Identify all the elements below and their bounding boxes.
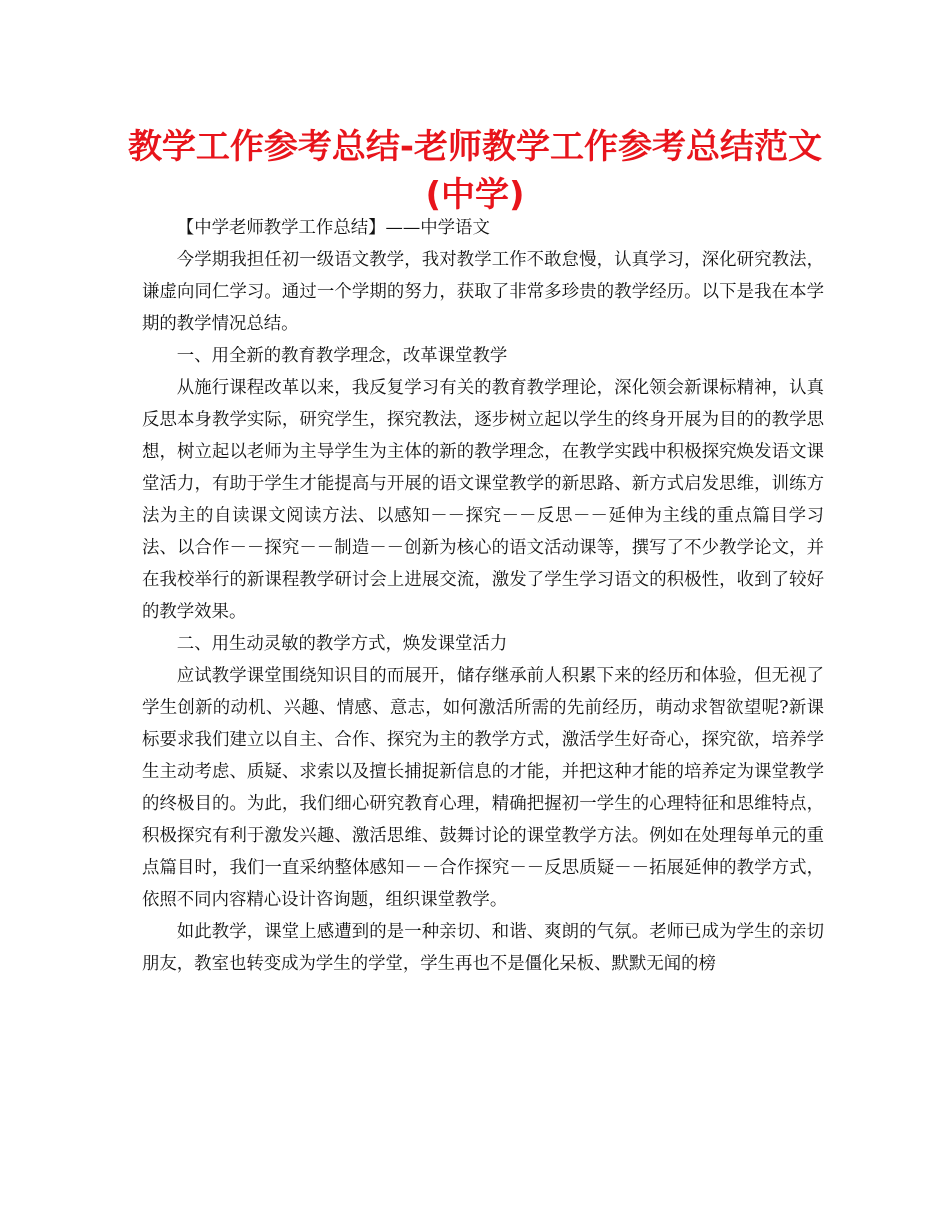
section-heading-1: 一、用全新的教育教学理念，改革课堂教学 xyxy=(176,346,508,366)
paragraph-section-1: 从施行课程改革以来，我反复学习有关的教育教学理论，深化领会新课标精神，认真反思本身教学实际，研究学生，探究教法，逐步树立起以学生的终身开展为目的的教学思想，树立起以老师为主导学生为主体的新的教学理念，在教学实践中积极探究焕发语文课堂活力，有助于学生才能提高与开展的语文课堂教学的新思路、新方式启发思维，训练方法为主的自读课文阅读方法、以感知－－探究－－反思－－延伸为主线的重点篇目学习法、以合作－－探究－－制造－－创新为核心的语文活动课等，撰写了不少教学论文，并在我校举行的新课程教学研讨会上进展交流，激发了学生学习语文的积极性，收到了较好的教学效果。 xyxy=(142,378,824,622)
document-title-continued: (中学) xyxy=(425,175,525,215)
document-body xyxy=(142,212,824,980)
section-heading-2: 二、用生动灵敏的教学方式，焕发课堂活力 xyxy=(176,634,508,654)
document-title: 教学工作参考总结-老师教学工作参考总结范文 xyxy=(127,127,823,167)
paragraph-section-2: 应试教学课堂围绕知识目的而展开，储存继承前人积累下来的经历和体验，但无视了学生创新的动机、兴趣、情感、意志，如何激活所需的先前经历，萌动求智欲望呢?新课标要求我们建立以自主、合作、探究为主的教学方式，激活学生好奇心，探究欲，培养学生主动考虑、质疑、求索以及擅长捕捉新信息的才能，并把这种才能的培养定为课堂教学的终极目的。为此，我们细心研究教育心理，精确把握初一学生的心理特征和思维特点，积极探究有利于激发兴趣、激活思维、鼓舞讨论的课堂教学方法。例如在处理每单元的重点篇目时，我们一直采纳整体感知－－合作探究－－反思质疑－－拓展延伸的教学方式，依照不同内容精心设计咨询题，组织课堂教学。 xyxy=(142,666,824,910)
section-heading-subtitle: 【中学老师教学工作总结】——中学语文 xyxy=(176,218,490,238)
paragraph-classroom-atmosphere: 如此教学，课堂上感遭到的是一种亲切、和谐、爽朗的气氛。老师已成为学生的亲切朋友，教室也转变成为学生的学堂，学生再也不是僵化呆板、默默无闻的榜 xyxy=(142,922,824,974)
paragraph-intro: 今学期我担任初一级语文教学，我对教学工作不敢怠慢，认真学习，深化研究教法，谦虚向同仁学习。通过一个学期的努力，获取了非常多珍贵的教学经历。以下是我在本学期的教学情况总结。 xyxy=(142,250,824,334)
